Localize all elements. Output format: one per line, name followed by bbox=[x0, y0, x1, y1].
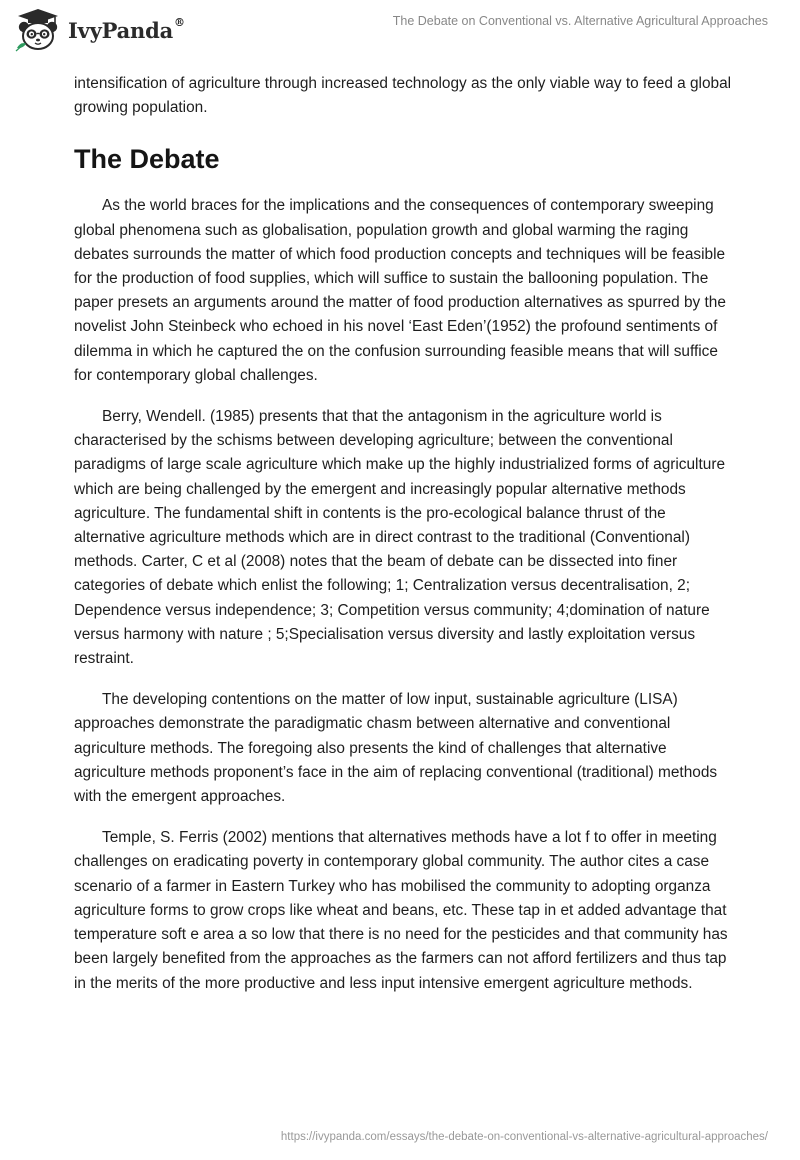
intro-continuation: intensification of agriculture through increased technology as the only viable way to feed a global growing population. bbox=[74, 75, 732, 117]
panda-graduate-icon bbox=[14, 8, 62, 52]
page-header bbox=[0, 0, 800, 64]
ivypanda-logo[interactable] bbox=[14, 8, 185, 52]
paragraph: The developing contentions on the matter of low input, sustainable agriculture (LISA) approaches demonstrate the paradigmatic chasm between alternative and conventional agriculture methods. The foregoing also presents the kind of challenges that alternative agriculture methods proponent’s face in the aim of replacing conventional (traditional) methods with the emergent approaches. bbox=[74, 691, 718, 806]
section-heading: The Debate bbox=[74, 144, 220, 175]
article-body bbox=[74, 72, 734, 1013]
brand-name: IvyPanda® bbox=[68, 15, 185, 43]
registered-mark: ® bbox=[174, 15, 185, 29]
document-title: The Debate on Conventional vs. Alternative Agricultural Approaches bbox=[392, 14, 768, 28]
paragraph: As the world braces for the implications and the consequences of contemporary sweeping global phenomena such as globalisation, population growth and global warming the raging debates surrounds the matter of which food production concepts and techniques will be feasible for the production of food supplies, which will suffice to sustain the ballooning population. The paper presets an arguments around the matter of food production alternatives as spurred by the novelist John Steinbeck who echoed in his novel ‘East Eden’(1952) the profound sentiments of dilemma in which he captured the on the confusion surrounding feasible means that will suffice for contemporary global challenges. bbox=[74, 197, 726, 384]
source-url-link[interactable]: https://ivypanda.com/essays/the-debate-on-conventional-vs-alternative-agricultural-approaches/ bbox=[280, 1131, 768, 1143]
paragraph: Temple, S. Ferris (2002) mentions that alternatives methods have a lot f to offer in meeting challenges on eradicating poverty in contemporary global community. The author cites a case scenario of a farmer in Eastern Turkey who has mobilised the community to adopting organza agriculture forms to grow crops like wheat and beans, etc. These tap in et added advantage that temperature soft e area a so low that there is no need for the pesticides and that community has been largely benefited from the approaches as the farmers can not afford fertilizers and thus tap in the merits of the more productive and less input intensive emergent agriculture methods. bbox=[74, 829, 728, 992]
paragraph: Berry, Wendell. (1985) presents that that the antagonism in the agriculture world is characterised by the schisms between developing agriculture; between the conventional paradigms of large scale agriculture which make up the highly industrialized forms of agriculture which are being challenged by the emergent and increasingly popular alternative methods agriculture. The fundamental shift in contents is the pro-ecological balance thrust of the alternative agriculture methods which are in direct contrast to the traditional (Conventional) methods. Carter, C et al (2008) notes that the beam of debate can be dissected into finer categories of debate which enlist the following; 1; Centralization versus decentralisation, 2; Dependence versus independence; 3; Competition versus community; 4;domination of nature versus harmony with nature ; 5;Specialisation versus diversity and lastly exploitation versus restraint. bbox=[74, 408, 725, 668]
